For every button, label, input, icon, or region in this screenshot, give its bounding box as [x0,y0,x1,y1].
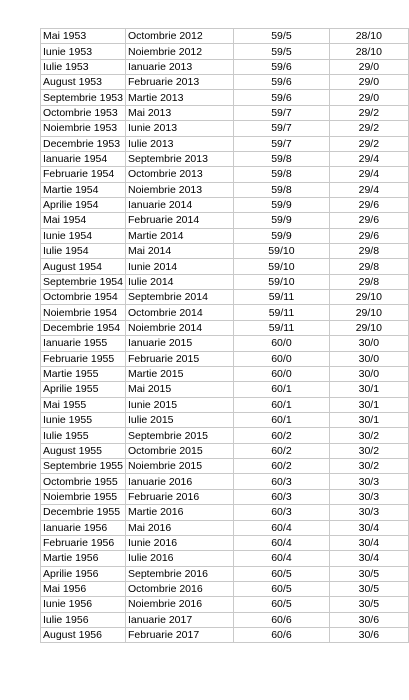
age-cell: 59/11 [234,320,329,335]
age-cell: 59/8 [234,151,329,166]
table-row [41,136,409,151]
retirement-month-cell: Mai 2016 [125,520,233,535]
birth-month-cell: August 1955 [41,443,126,458]
contribution-cell: 29/4 [329,182,408,197]
birth-month-cell: Septembrie 1954 [41,274,126,289]
contribution-cell: 30/2 [329,428,408,443]
age-cell: 60/4 [234,535,329,550]
retirement-month-cell: Mai 2014 [125,244,233,259]
birth-month-cell: Mai 1953 [41,29,126,44]
contribution-cell: 29/6 [329,197,408,212]
retirement-month-cell: Ianuarie 2014 [125,197,233,212]
birth-month-cell: Iunie 1953 [41,44,126,59]
table-row [41,351,409,366]
age-cell: 60/0 [234,351,329,366]
age-cell: 60/6 [234,612,329,627]
birth-month-cell: Mai 1956 [41,581,126,596]
data-table [40,28,409,643]
birth-month-cell: Martie 1956 [41,551,126,566]
table-row [41,505,409,520]
table-row [41,382,409,397]
age-cell: 59/5 [234,29,329,44]
age-cell: 60/2 [234,459,329,474]
contribution-cell: 30/5 [329,566,408,581]
age-cell: 59/6 [234,75,329,90]
age-cell: 59/7 [234,105,329,120]
table-row [41,244,409,259]
table-row [41,597,409,612]
retirement-month-cell: Iulie 2013 [125,136,233,151]
retirement-month-cell: Martie 2015 [125,366,233,381]
birth-month-cell: Decembrie 1954 [41,320,126,335]
table-row [41,520,409,535]
contribution-cell: 30/2 [329,443,408,458]
birth-month-cell: Noiembrie 1955 [41,489,126,504]
contribution-cell: 30/2 [329,459,408,474]
age-cell: 60/3 [234,474,329,489]
table-row [41,121,409,136]
table-row [41,612,409,627]
birth-month-cell: Aprilie 1955 [41,382,126,397]
contribution-cell: 30/5 [329,597,408,612]
birth-month-cell: Septembrie 1953 [41,90,126,105]
birth-month-cell: August 1954 [41,259,126,274]
age-cell: 60/6 [234,628,329,643]
table-row [41,566,409,581]
age-cell: 59/6 [234,59,329,74]
table-row [41,75,409,90]
contribution-cell: 29/8 [329,244,408,259]
birth-month-cell: Decembrie 1953 [41,136,126,151]
table-row [41,213,409,228]
table-row [41,90,409,105]
retirement-month-cell: Septembrie 2016 [125,566,233,581]
table-row [41,44,409,59]
birth-month-cell: Iunie 1954 [41,228,126,243]
contribution-cell: 30/4 [329,520,408,535]
contribution-cell: 29/10 [329,320,408,335]
contribution-cell: 29/6 [329,213,408,228]
retirement-month-cell: Noiembrie 2013 [125,182,233,197]
contribution-cell: 29/8 [329,259,408,274]
contribution-cell: 30/3 [329,474,408,489]
birth-month-cell: Februarie 1955 [41,351,126,366]
birth-month-cell: Iunie 1955 [41,412,126,427]
table-row [41,320,409,335]
contribution-cell: 29/4 [329,151,408,166]
birth-month-cell: Februarie 1956 [41,535,126,550]
birth-month-cell: Octombrie 1955 [41,474,126,489]
age-cell: 60/1 [234,397,329,412]
birth-month-cell: Aprilie 1954 [41,197,126,212]
table-row [41,274,409,289]
contribution-cell: 30/1 [329,397,408,412]
table-row [41,228,409,243]
retirement-month-cell: Februarie 2014 [125,213,233,228]
table-row [41,459,409,474]
contribution-cell: 30/0 [329,336,408,351]
birth-month-cell: Iulie 1953 [41,59,126,74]
age-cell: 59/6 [234,90,329,105]
contribution-cell: 29/2 [329,136,408,151]
birth-month-cell: August 1956 [41,628,126,643]
birth-month-cell: Octombrie 1953 [41,105,126,120]
contribution-cell: 30/0 [329,351,408,366]
age-cell: 60/5 [234,566,329,581]
contribution-cell: 30/1 [329,382,408,397]
contribution-cell: 30/6 [329,612,408,627]
retirement-month-cell: Martie 2014 [125,228,233,243]
birth-month-cell: Aprilie 1956 [41,566,126,581]
contribution-cell: 30/5 [329,581,408,596]
age-cell: 60/3 [234,505,329,520]
retirement-month-cell: Octombrie 2016 [125,581,233,596]
contribution-cell: 30/1 [329,412,408,427]
retirement-month-cell: Septembrie 2015 [125,428,233,443]
retirement-month-cell: Noiembrie 2012 [125,44,233,59]
birth-month-cell: Februarie 1954 [41,167,126,182]
age-cell: 59/9 [234,213,329,228]
retirement-month-cell: Ianuarie 2016 [125,474,233,489]
contribution-cell: 29/0 [329,75,408,90]
retirement-month-cell: Septembrie 2014 [125,290,233,305]
table-row [41,197,409,212]
retirement-month-cell: Octombrie 2015 [125,443,233,458]
age-cell: 60/3 [234,489,329,504]
table-row [41,167,409,182]
table-row [41,428,409,443]
contribution-cell: 29/0 [329,59,408,74]
age-cell: 59/7 [234,121,329,136]
contribution-cell: 29/0 [329,90,408,105]
contribution-cell: 30/3 [329,489,408,504]
contribution-cell: 30/3 [329,505,408,520]
table-row [41,489,409,504]
birth-month-cell: Septembrie 1955 [41,459,126,474]
contribution-cell: 29/10 [329,290,408,305]
birth-month-cell: Iulie 1955 [41,428,126,443]
contribution-cell: 29/4 [329,167,408,182]
table-row [41,305,409,320]
birth-month-cell: Mai 1955 [41,397,126,412]
table-row [41,581,409,596]
contribution-cell: 30/4 [329,551,408,566]
retirement-month-cell: Februarie 2017 [125,628,233,643]
age-cell: 60/1 [234,382,329,397]
birth-month-cell: Noiembrie 1953 [41,121,126,136]
retirement-month-cell: Februarie 2016 [125,489,233,504]
retirement-month-cell: Octombrie 2012 [125,29,233,44]
age-cell: 60/4 [234,520,329,535]
table-row [41,474,409,489]
birth-month-cell: Iunie 1956 [41,597,126,612]
retirement-month-cell: Iulie 2016 [125,551,233,566]
table-row [41,290,409,305]
retirement-month-cell: Mai 2013 [125,105,233,120]
retirement-month-cell: Iunie 2016 [125,535,233,550]
retirement-month-cell: Iunie 2013 [125,121,233,136]
age-cell: 60/1 [234,412,329,427]
contribution-cell: 30/6 [329,628,408,643]
age-cell: 60/5 [234,581,329,596]
retirement-month-cell: Ianuarie 2017 [125,612,233,627]
contribution-cell: 29/6 [329,228,408,243]
age-cell: 59/10 [234,244,329,259]
birth-month-cell: Iulie 1956 [41,612,126,627]
table-row [41,336,409,351]
retirement-month-cell: Octombrie 2014 [125,305,233,320]
age-cell: 59/10 [234,274,329,289]
retirement-month-cell: Iunie 2014 [125,259,233,274]
table-row [41,443,409,458]
birth-month-cell: Iulie 1954 [41,244,126,259]
contribution-cell: 29/10 [329,305,408,320]
age-cell: 60/5 [234,597,329,612]
table-row [41,151,409,166]
contribution-cell: 30/4 [329,535,408,550]
contribution-cell: 29/2 [329,121,408,136]
age-cell: 59/9 [234,197,329,212]
birth-month-cell: Decembrie 1955 [41,505,126,520]
table-row [41,182,409,197]
birth-month-cell: Martie 1955 [41,366,126,381]
retirement-month-cell: Mai 2015 [125,382,233,397]
retirement-month-cell: Ianuarie 2015 [125,336,233,351]
contribution-cell: 28/10 [329,44,408,59]
table-row [41,535,409,550]
table-body [41,29,409,643]
table-row [41,397,409,412]
retirement-month-cell: Iulie 2015 [125,412,233,427]
age-cell: 60/0 [234,336,329,351]
birth-month-cell: August 1953 [41,75,126,90]
age-cell: 59/8 [234,182,329,197]
age-cell: 60/2 [234,428,329,443]
table-row [41,412,409,427]
contribution-cell: 29/2 [329,105,408,120]
age-cell: 59/11 [234,305,329,320]
retirement-month-cell: Februarie 2013 [125,75,233,90]
age-cell: 59/5 [234,44,329,59]
age-cell: 59/10 [234,259,329,274]
contribution-cell: 29/8 [329,274,408,289]
retirement-month-cell: Noiembrie 2014 [125,320,233,335]
table-row [41,551,409,566]
retirement-month-cell: Noiembrie 2015 [125,459,233,474]
retirement-month-cell: Februarie 2015 [125,351,233,366]
retirement-month-cell: Martie 2013 [125,90,233,105]
retirement-month-cell: Octombrie 2013 [125,167,233,182]
birth-month-cell: Martie 1954 [41,182,126,197]
retirement-month-cell: Ianuarie 2013 [125,59,233,74]
contribution-cell: 28/10 [329,29,408,44]
table-row [41,366,409,381]
retirement-month-cell: Iulie 2014 [125,274,233,289]
birth-month-cell: Octombrie 1954 [41,290,126,305]
age-cell: 59/11 [234,290,329,305]
table-row [41,259,409,274]
table-row [41,105,409,120]
retirement-month-cell: Martie 2016 [125,505,233,520]
birth-month-cell: Noiembrie 1954 [41,305,126,320]
age-cell: 59/8 [234,167,329,182]
age-cell: 59/7 [234,136,329,151]
table-row [41,29,409,44]
retirement-month-cell: Noiembrie 2016 [125,597,233,612]
age-cell: 60/0 [234,366,329,381]
contribution-cell: 30/0 [329,366,408,381]
retirement-month-cell: Iunie 2015 [125,397,233,412]
birth-month-cell: Mai 1954 [41,213,126,228]
birth-month-cell: Ianuarie 1956 [41,520,126,535]
birth-month-cell: Ianuarie 1955 [41,336,126,351]
birth-month-cell: Ianuarie 1954 [41,151,126,166]
age-cell: 60/4 [234,551,329,566]
table-row [41,59,409,74]
age-cell: 60/2 [234,443,329,458]
table-row [41,628,409,643]
age-cell: 59/9 [234,228,329,243]
retirement-month-cell: Septembrie 2013 [125,151,233,166]
